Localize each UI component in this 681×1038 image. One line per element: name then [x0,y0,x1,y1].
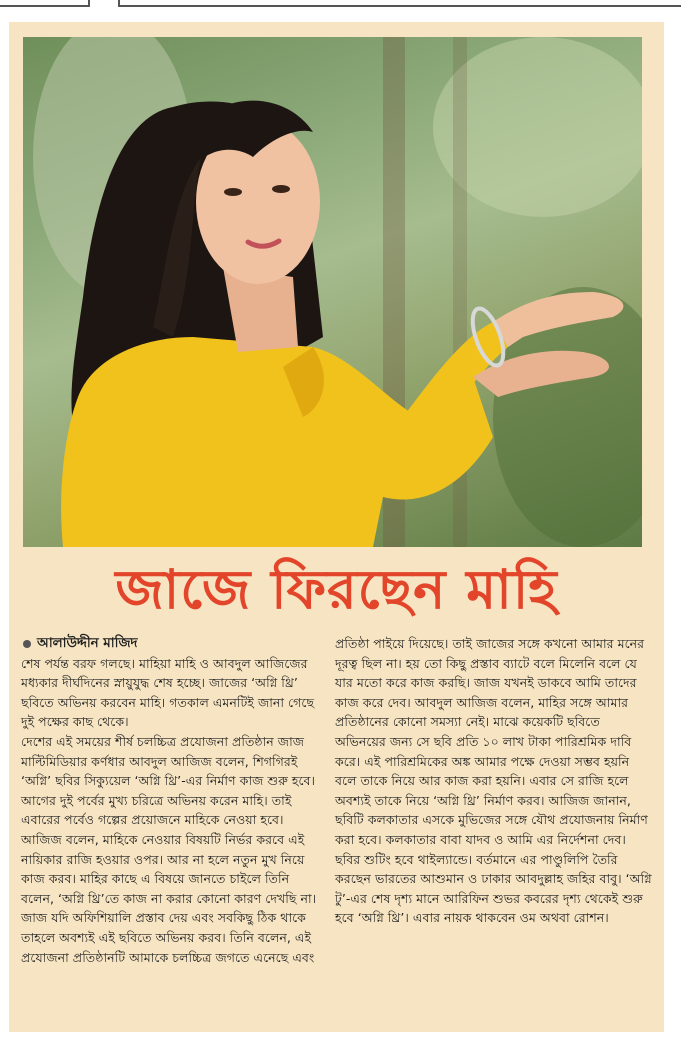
byline [21,634,323,654]
article-column-right [335,634,653,928]
photo-illustration [23,37,642,547]
paragraph: দেশের এই সময়ের শীর্ষ চলচ্চিত্র প্রযোজনা প্রতিষ্ঠান জাজ মাল্টিমিডিয়ার কর্ণধার আবদুল আজিজ বলেন, শিগগিরই ‘অগ্নি’ ছবির সিক্যুয়েল ‘অগ্নি থ্রি’-এর নির্মাণ কাজ শুরু হবে। আগের দুই পর্বের মুখ্য চরিত্রে অভিনয় করেন মাহি। তাই এবারের পর্বেও গল্পের প্রয়োজনে মাহিকে নেওয়া হবে। আজিজ বলেন, মাহিকে নেওয়ার বিষয়টি নির্ভর করবে এই নায়িকার রাজি হওয়ার ওপর। আর না হলে নতুন মুখ নিয়ে কাজ করব। মাহির কাছে এ বিষয়ে জানতে চাইলে তিনি বলেন, ‘অগ্নি থ্রি’তে কাজ না করার কোনো কারণ দেখছি না। জাজ যদি অফিশিয়ালি প্রস্তাব দেয় এবং সবকিছু ঠিক থাকে তাহলে অবশ্যই এই ছবিতে অভিনয় করব। তিনি বলেন, এই প্রযোজনা প্রতিষ্ঠানটি আমাকে চলচ্চিত্র জগতে এনেছে এবং [21,733,317,965]
page-rule-left [0,0,90,7]
paragraph: শেষ পর্যন্ত বরফ গলছে। মাহিয়া মাহি ও আবদুল আজিজের মধ্যকার দীর্ঘদিনের স্নায়ুযুদ্ধ শেষ হচ্ছে। জাজের ‘অগ্নি থ্রি’ ছবিতে অভিনয় করবেন মাহি। গতকাল এমনটিই জানা গেছে দুই পক্ষের কাছ থেকে। [21,655,315,730]
article-headline: জাজে ফিরছেন মাহি [115,558,558,621]
newspaper-clipping [9,22,664,1032]
bullet-icon [23,640,31,648]
byline-author: আলাউদ্দীন মাজিদ [37,636,138,651]
article-photo [23,37,642,547]
article-column-left [21,634,323,967]
paragraph: প্রতিষ্ঠা পাইয়ে দিয়েছে। তাই জাজের সঙ্গে কখনো আমার মনের দূরত্ব ছিল না। হয় তো কিছু প্রস্তাব ব্যাটে বলে মিলেনি বলে যে যার মতো করে কাজ করছি। জাজ যখনই ডাকবে আমি তাদের কাজ করে দেব। আবদুল আজিজ বলেন, মাহির সঙ্গে আমার প্রতিষ্ঠানের কোনো সমস্যা নেই। মাঝে কয়েকটি ছবিতে অভিনয়ের জন্য সে ছবি প্রতি ১০ লাখ টাকা পারিশ্রমিক দাবি করে। এই পারিশ্রমিকের অঙ্ক আমার পক্ষে দেওয়া সম্ভব হয়নি বলে তাকে নিয়ে আর কাজ করা হয়নি। এবার সে রাজি হলে অবশ্যই তাকে নিয়ে ‘অগ্নি থ্রি’ নির্মাণ করব। আজিজ জানান, ছবিটি কলকাতার এসকে মুভিজের সঙ্গে যৌথ প্রযোজনায় নির্মাণ করা হবে। কলকাতার বাবা যাদব ও আমি এর নির্দেশনা দেব। ছবির শুটিং হবে থাইল্যান্ডে। বর্তমানে এর পাণ্ডুলিপি তৈরি করছেন ভারতের আশুমান ও ঢাকার আবদুল্লাহ জহির বাবু। ‘অগ্নি টু’-এর শেষ দৃশ্য মানে আরিফিন শুভর কবরের দৃশ্য থেকেই শুরু হবে ‘অগ্নি থ্রি’। এবার নায়ক থাকবেন ওম অথবা রোশন। [335,636,652,926]
page-rule-right [118,0,681,7]
